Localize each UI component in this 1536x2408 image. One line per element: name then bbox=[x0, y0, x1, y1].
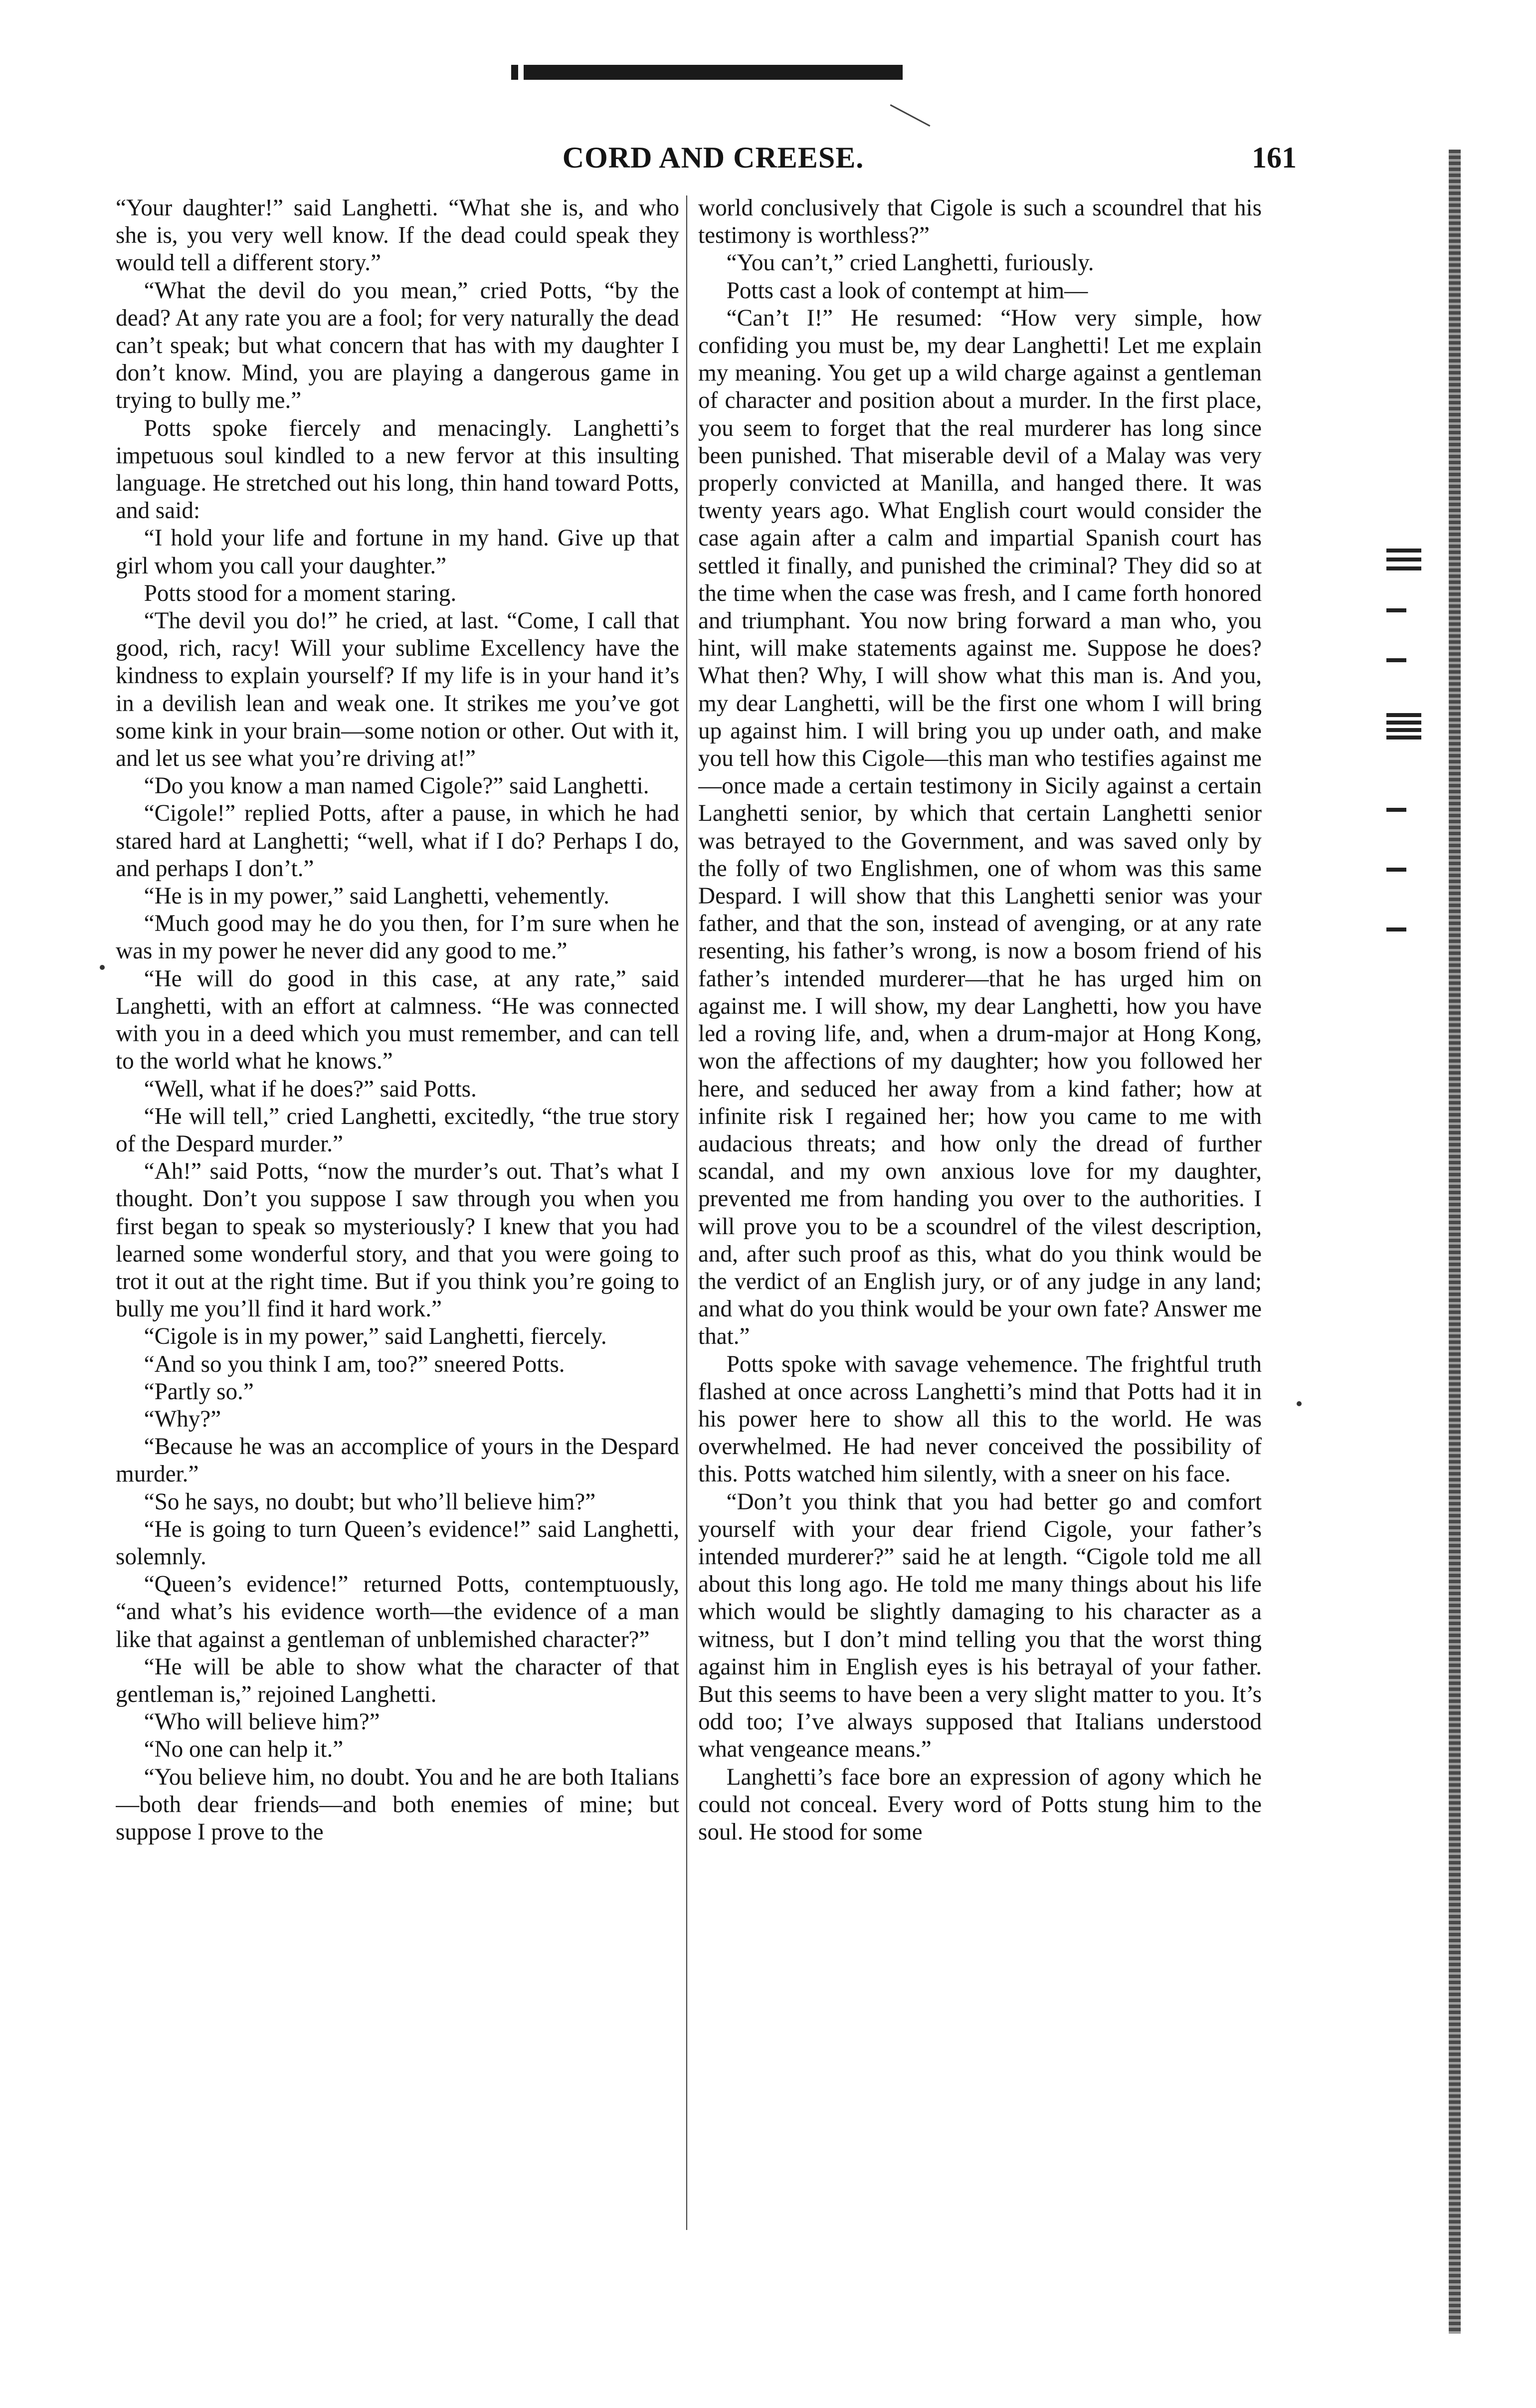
paragraph: “And so you think I am, too?” sneered Potts. bbox=[144, 1351, 565, 1377]
paragraph: “Can’t I!” He resumed: “How very simple, how confiding you must be, my dear Langhetti! Let me explain my meaning. You get up a wild charge against a gentleman of character and position about a murder. In the first place, you seem to forget that the real murderer has long since been punished. That miserable devil of a Malay was very properly convicted at Manilla, and hanged there. It was twenty years ago. What English court would consider the case again after a calm and impartial Spanish court has settled it finally, and punished the criminal? They did so at the time when the case was fresh, and I came forth honored and triumphant. You now bring forward a man who, you hint, will make statements against me. Suppose he does? What then? Why, I will show what this man is. And you, my dear Langhetti, will be the first one whom I will bring up against him. I will bring you up under oath, and make you tell how this Cigole—this man who testifies against me—once made a certain testimony in Sicily against a certain Langhetti senior, by which that certain Langhetti senior was betrayed to the Government, and was saved only by the folly of two Englishmen, one of whom was this same Despard. I will show that this Langhetti senior was your father, and that the son, instead of avenging, or at any rate resenting, his father’s wrong, is now a bosom friend of his father’s intended murderer—that he has urged him on against me. I will show, my dear Langhetti, how you have led a roving life, and, when a drum-major at Hong Kong, won the affections of my daughter; how you followed her here, and seduced her away from a kind father; how at infinite risk I regained her; how you came to me with audacious threats; and how only the dread of further scandal, and my own anxious love for my daughter, prevented me from handing you over to the authorities. I will prove you to be a scoundrel of the vilest description, and, after such proof as this, what do you think would be the verdict of an English jury, or of any judge in any land; and what do you think would be your own fate? Answer me that.” bbox=[698, 305, 1262, 1350]
paragraph: Langhetti’s face bore an expression of agony which he could not conceal. Every word of Potts stung him to the soul. He stood for some bbox=[698, 1764, 1262, 1845]
paragraph: “Because he was an accomplice of yours in the Despard murder.” bbox=[116, 1434, 679, 1487]
scan-edge-marks bbox=[1386, 549, 1436, 1147]
paragraph: Potts spoke fiercely and menacingly. Langhetti’s impetuous soul kindled to a new fervor at this insulting language. He stretched out his long, thin hand toward Potts, and said: bbox=[116, 415, 679, 524]
paragraph: “He is in my power,” said Langhetti, vehemently. bbox=[144, 883, 609, 910]
left-column bbox=[116, 194, 679, 2239]
paragraph: “You believe him, no doubt. You and he are both Italians—both dear friends—and both enemies of mine; but suppose I prove to the bbox=[116, 1764, 679, 1845]
paragraph: “Cigole!” replied Potts, after a pause, in which he had stared hard at Langhetti; “well, what if I do? Perhaps I do, and perhaps I don’t.” bbox=[116, 800, 679, 882]
paragraph: “Ah!” said Potts, “now the murder’s out. That’s what I thought. Don’t you suppose I saw through you when you first began to speak so mysteriously? I knew that you had learned some wonderful story, and that you were going to trot it out at the right time. But if you think you’re going to bully me you’ll find it hard work.” bbox=[116, 1158, 679, 1322]
paragraph: “Queen’s evidence!” returned Potts, contemptuously, “and what’s his evidence worth—the evidence of a man like that against a gentleman of unblemished character?” bbox=[116, 1571, 679, 1653]
paragraph: Potts spoke with savage vehemence. The frightful truth flashed at once across Langhetti’s mind that Potts had it in his power here to show all this to the world. He was overwhelmed. He had never conceived the possibility of this. Potts watched him silently, with a sneer on his face. bbox=[698, 1351, 1262, 1487]
paragraph: “Your daughter!” said Langhetti. “What she is, and who she is, you very well know. If the dead could speak they would tell a different story.” bbox=[116, 195, 679, 276]
paragraph: “Much good may he do you then, for I’m sure when he was in my power he never did any good to me.” bbox=[116, 911, 679, 964]
paragraph: “Partly so.” bbox=[144, 1378, 254, 1405]
column-divider bbox=[686, 195, 687, 2230]
paragraph: “He will tell,” cried Langhetti, excitedly, “the true story of the Despard murder.” bbox=[116, 1103, 679, 1157]
running-title: CORD AND CREESE. bbox=[562, 141, 864, 174]
paragraph: “Don’t you think that you had better go and comfort yourself with your dear friend Cigole, your father’s intended murderer?” said he at length. “Cigole told me all about this long ago. He told me many things about his life which would be slightly damaging to his character as a witness, but I don’t mind telling you that the worst thing against him in English eyes is his betrayal of your father. But this seems to have been a very slight matter to you. It’s odd too; I’ve always supposed that Italians understood what vengeance means.” bbox=[698, 1488, 1262, 1763]
paragraph: “Cigole is in my power,” said Langhetti, fiercely. bbox=[144, 1323, 607, 1350]
scan-mark bbox=[890, 104, 931, 127]
paragraph: “So he says, no doubt; but who’ll believe him?” bbox=[144, 1488, 596, 1515]
right-column bbox=[698, 194, 1262, 2239]
paragraph: “He will do good in this case, at any rate,” said Langhetti, with an effort at calmness. “He was connected with you in a deed which you must remember, and can tell to the world what he knows.” bbox=[116, 965, 679, 1075]
header-rule-tick bbox=[511, 65, 518, 80]
paragraph: “What the devil do you mean,” cried Potts, “by the dead? At any rate you are a fool; for very naturally the dead can’t speak; but what concern that has with my daughter I don’t know. Mind, you are playing a dangerous game in trying to bully me.” bbox=[116, 277, 679, 414]
margin-bullet bbox=[1297, 1401, 1302, 1406]
paragraph: “Well, what if he does?” said Potts. bbox=[144, 1076, 477, 1102]
paragraph: “Who will believe him?” bbox=[144, 1709, 380, 1735]
paragraph: “Why?” bbox=[144, 1406, 221, 1432]
paragraph: Potts cast a look of contempt at him— bbox=[726, 277, 1088, 304]
page-number: 161 bbox=[1252, 141, 1297, 174]
running-header bbox=[125, 141, 1302, 181]
scan-binding-edge bbox=[1449, 150, 1461, 2334]
header-rule bbox=[524, 65, 903, 80]
paragraph: “He is going to turn Queen’s evidence!” said Langhetti, solemnly. bbox=[116, 1516, 679, 1570]
paragraph: “You can’t,” cried Langhetti, furiously. bbox=[726, 250, 1094, 276]
paragraph: “The devil you do!” he cried, at last. “Come, I call that good, rich, racy! Will your sublime Excellency have the kindness to explain yourself? If my life is in your hand it’s in a devilish lean and weak one. It strikes me you’ve got some kink in your brain—some notion or other. Out with it, and let us see what you’re driving at!” bbox=[116, 608, 679, 772]
paragraph: “I hold your life and fortune in my hand. Give up that girl whom you call your daughter.” bbox=[116, 525, 679, 579]
paragraph: “Do you know a man named Cigole?” said Langhetti. bbox=[144, 773, 649, 799]
paragraph: “He will be able to show what the character of that gentleman is,” rejoined Langhetti. bbox=[116, 1654, 679, 1707]
margin-bullet bbox=[100, 965, 105, 970]
paragraph: Potts stood for a moment staring. bbox=[144, 580, 457, 606]
paragraph: “No one can help it.” bbox=[144, 1736, 344, 1763]
paragraph: world conclusively that Cigole is such a scoundrel that his testimony is worthless?” bbox=[698, 195, 1262, 249]
